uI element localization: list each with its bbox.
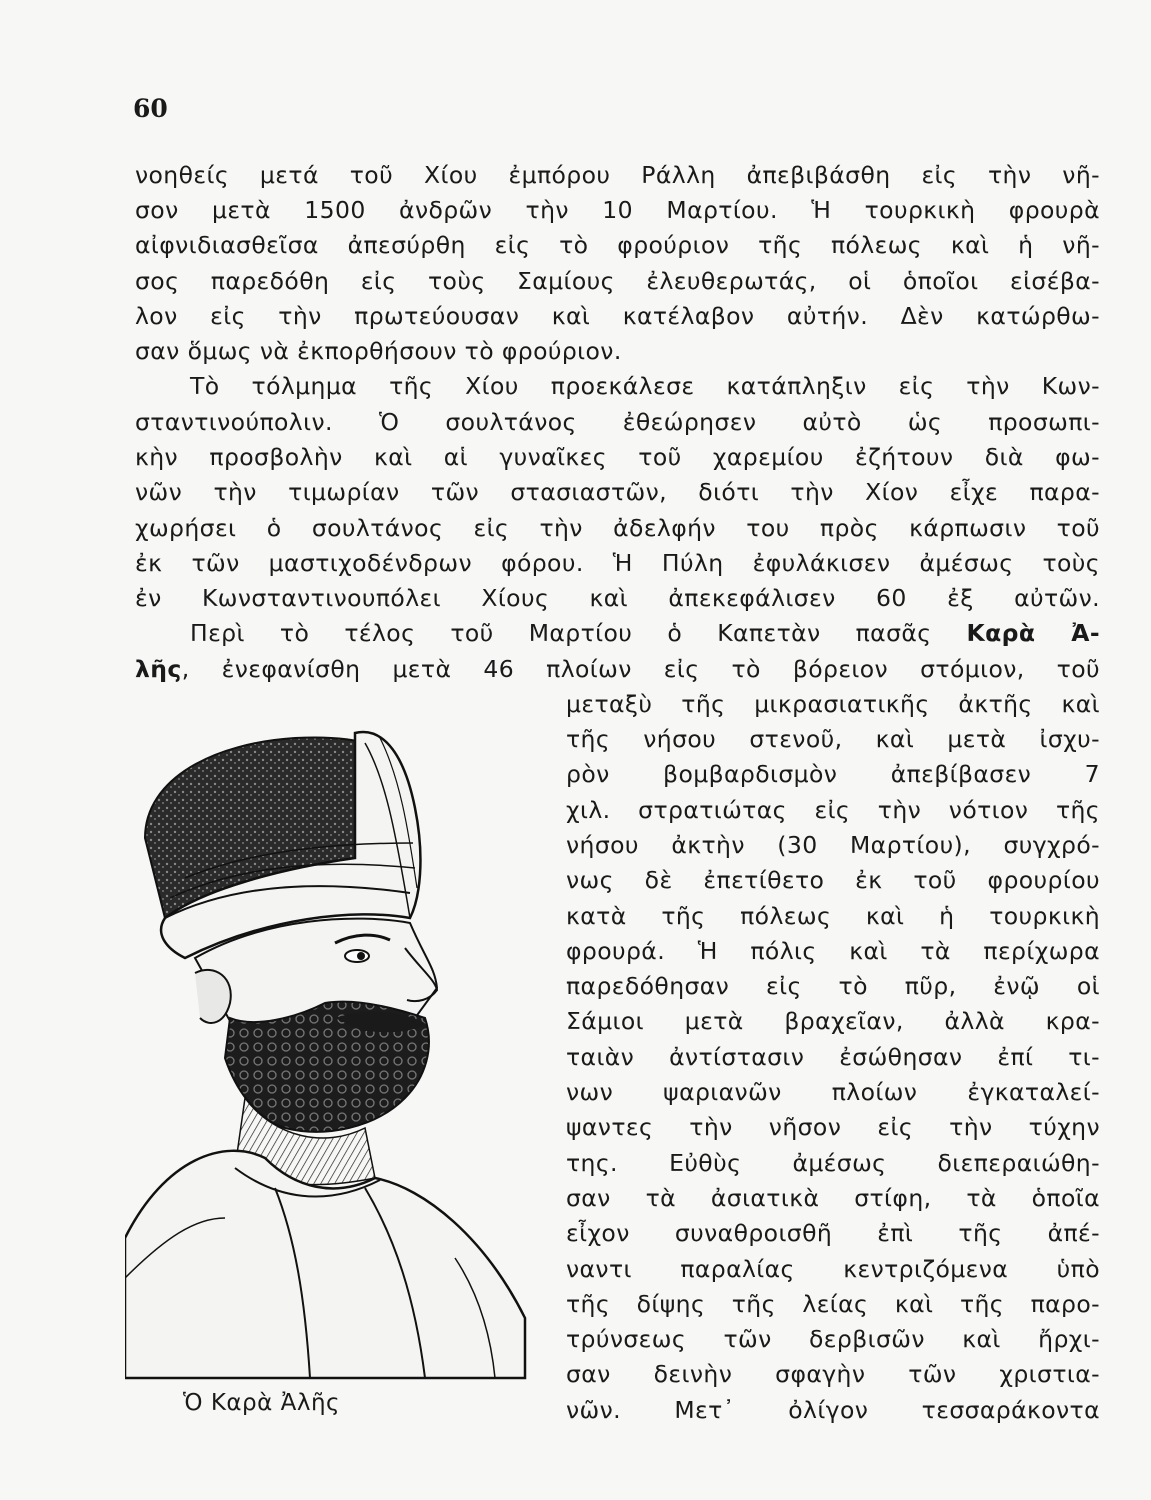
column-line: Σάμιοι μετὰ βραχεῖαν, ἀλλὰ κρα- [566, 1007, 1100, 1035]
column-line: ταιὰν ἀντίστασιν ἐσώθησαν ἐπί τι- [566, 1043, 1100, 1071]
column-line: νήσου ἀκτὴν (30 Μαρτίου), συγχρό- [566, 831, 1100, 859]
text-line: λον εἰς τὴν πρωτεύουσαν καὶ κατέλαβον αὐτήν. Δὲν κατώρθω- [135, 302, 1100, 330]
text-line: σταντινούπολιν. Ὁ σουλτάνος ἐθεώρησεν αὐτὸ ὡς προσωπι- [135, 408, 1100, 436]
text-line: σον μετὰ 1500 ἀνδρῶν τὴν 10 Μαρτίου. Ἡ τουρκικὴ φρουρὰ [135, 196, 1100, 224]
page-number: 60 [133, 94, 168, 123]
text-line: χωρήσει ὁ σουλτάνος εἰς τὴν ἀδελφήν του πρὸς κάρπωσιν τοῦ [135, 514, 1100, 542]
column-line: τῆς δίψης τῆς λείας καὶ τῆς παρο- [566, 1290, 1100, 1318]
column-line: νων ψαριανῶν πλοίων ἐγκαταλεί- [566, 1078, 1100, 1106]
column-line: χιλ. στρατιώτας εἰς τὴν νότιον τῆς [566, 796, 1100, 824]
text-line: αἰφνιδιασθεῖσα ἀπεσύρθη εἰς τὸ φρούριον τῆς πόλεως καὶ ἡ νῆ- [135, 231, 1100, 259]
column-line: τρύνσεως τῶν δερβισῶν καὶ ἤρχι- [566, 1325, 1100, 1353]
person-name-bold: λῆς [135, 655, 182, 683]
column-line: νῶν. Μετ᾽ ὀλίγον τεσσαράκοντα [566, 1396, 1100, 1424]
person-name-bold: Καρὰ Ἀ- [966, 619, 1100, 647]
column-line: ναντι παραλίας κεντριζόμενα ὑπὸ [566, 1255, 1100, 1283]
text-line [190, 616, 1100, 650]
column-line: φρουρά. Ἡ πόλις καὶ τὰ περίχωρα [566, 937, 1100, 965]
text-run: Περὶ τὸ τέλος τοῦ Μαρτίου ὁ Καπετὰν πασᾶς [190, 619, 967, 647]
text-line [135, 652, 1100, 686]
column-line: ψαντες τὴν νῆσον εἰς τὴν τύχην [566, 1113, 1100, 1141]
text-line: νοηθείς μετά τοῦ Χίου ἐμπόρου Ράλλη ἀπεβιβάσθη εἰς τὴν νῆ- [135, 161, 1100, 189]
column-line: κατὰ τῆς πόλεως καὶ ἡ τουρκικὴ [566, 902, 1100, 930]
column-line: τῆς νήσου στενοῦ, καὶ μετὰ ἰσχυ- [566, 725, 1100, 753]
column-line: εἶχον συναθροισθῆ ἐπὶ τῆς ἀπέ- [566, 1219, 1100, 1247]
portrait-caption: Ὁ Καρὰ Ἀλῆς [183, 1390, 341, 1416]
portrait-illustration [125, 718, 565, 1388]
column-line: νως δὲ ἐπετίθετο ἐκ τοῦ φρουρίου [566, 866, 1100, 894]
text-line: σαν ὅμως νὰ ἐκπορθήσουν τὸ φρούριον. [135, 337, 622, 365]
text-line: κὴν προσβολὴν καὶ αἱ γυναῖκες τοῦ χαρεμίου ἐζήτουν διὰ φω- [135, 443, 1100, 471]
column-line: ρὸν βομβαρδισμὸν ἀπεβίβασεν 7 [566, 760, 1100, 788]
column-line: παρεδόθησαν εἰς τὸ πῦρ, ἐνῷ οἱ [566, 972, 1100, 1000]
text-line: νῶν τὴν τιμωρίαν τῶν στασιαστῶν, διότι τὴν Χίον εἶχε παρα- [135, 478, 1100, 506]
text-line: ἐν Κωνσταντινουπόλει Χίους καὶ ἀπεκεφάλισεν 60 ἐξ αὐτῶν. [135, 584, 1100, 612]
text-line: σος παρεδόθη εἰς τοὺς Σαμίους ἐλευθερωτάς, οἱ ὁποῖοι εἰσέβα- [135, 267, 1100, 295]
column-line: σαν τὰ ἀσιατικὰ στίφη, τὰ ὁποῖα [566, 1184, 1100, 1212]
column-line: της. Εὐθὺς ἀμέσως διεπεραιώθη- [566, 1149, 1100, 1177]
column-line: μεταξὺ τῆς μικρασιατικῆς ἀκτῆς καὶ [566, 690, 1100, 718]
text-line: Τὸ τόλμημα τῆς Χίου προεκάλεσε κατάπληξιν εἰς τὴν Κων- [190, 372, 1100, 400]
text-line: ἐκ τῶν μαστιχοδένδρων φόρου. Ἡ Πύλη ἐφυλάκισεν ἀμέσως τοὺς [135, 549, 1100, 577]
column-line: σαν δεινὴν σφαγὴν τῶν χριστια- [566, 1360, 1100, 1388]
text-run: , ἐνεφανίσθη μετὰ 46 πλοίων εἰς τὸ βόρειον στόμιον, τοῦ [181, 655, 1100, 683]
